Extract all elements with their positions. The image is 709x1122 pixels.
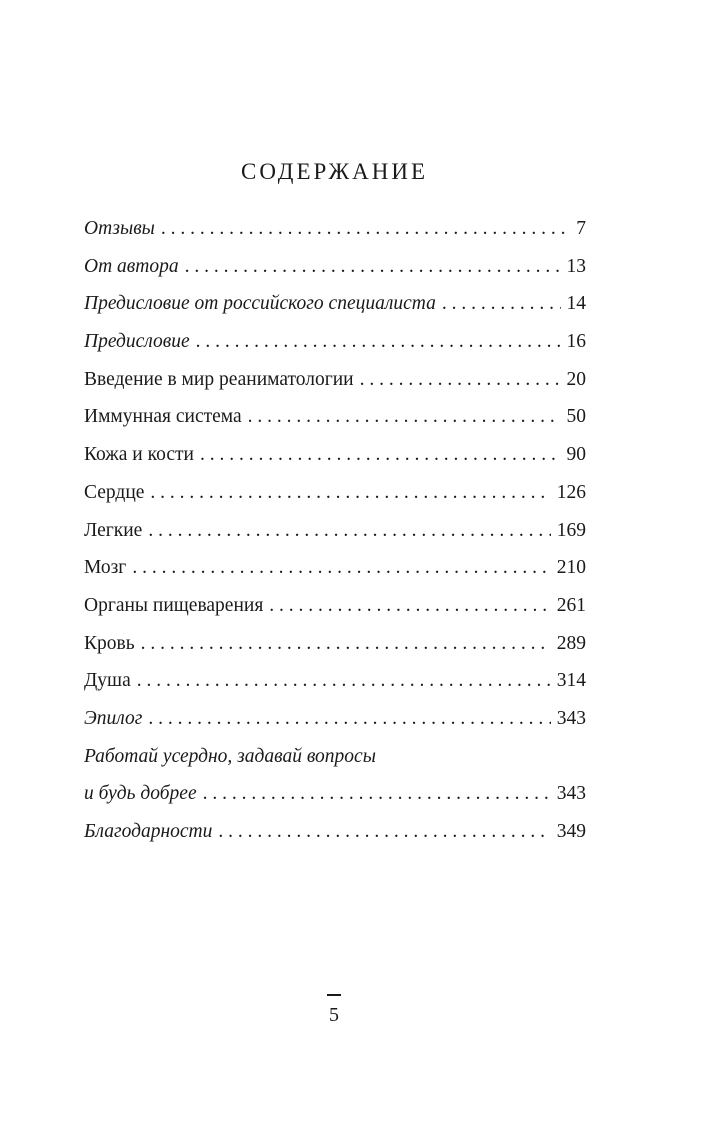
toc-entry xyxy=(84,738,586,776)
toc-entry-page: 349 xyxy=(556,821,586,842)
toc-entry xyxy=(84,323,586,361)
toc-entry xyxy=(84,587,586,625)
toc-entry xyxy=(84,285,586,323)
toc-entry-label: Мозг xyxy=(84,557,127,579)
dot-leader xyxy=(148,700,550,738)
toc-entry xyxy=(84,625,586,663)
dot-leader xyxy=(360,361,561,399)
toc-entry-page: 14 xyxy=(566,293,586,315)
toc-entry-label: Благодарности xyxy=(84,821,213,842)
toc-entry-page: 261 xyxy=(556,594,586,616)
toc-entry-label: Кровь xyxy=(84,632,135,654)
toc-entry-page: 210 xyxy=(556,557,586,579)
dot-leader xyxy=(148,512,550,550)
toc-entry xyxy=(84,775,586,813)
table-of-contents xyxy=(84,210,586,851)
toc-entry-label: Предисловие xyxy=(84,331,190,353)
toc-entry-label: Введение в мир реаниматологии xyxy=(84,368,354,390)
toc-entry-page: 343 xyxy=(556,707,586,729)
toc-entry xyxy=(84,361,586,399)
page-title: СОДЕРЖАНИЕ xyxy=(240,159,428,185)
toc-entry-page: 289 xyxy=(556,632,586,654)
toc-entry-label: Душа xyxy=(84,670,131,692)
toc-entry-page: 20 xyxy=(566,368,586,390)
dot-leader xyxy=(442,285,561,323)
toc-entry-page: 90 xyxy=(566,444,586,466)
toc-entry-page: 16 xyxy=(566,331,586,353)
toc-entry-page: 126 xyxy=(556,481,586,503)
toc-entry-page: 314 xyxy=(556,670,586,692)
dot-leader xyxy=(248,398,561,436)
toc-entry-page: 13 xyxy=(566,255,586,277)
toc-entry-label: Эпилог xyxy=(84,707,143,729)
toc-entry-label: Работай усердно, задавай вопросы xyxy=(84,745,376,767)
dot-leader xyxy=(132,549,550,587)
toc-entry-label: Отзывы xyxy=(84,218,155,239)
toc-entry-page: 169 xyxy=(556,519,586,541)
toc-entry-label: От автора xyxy=(84,255,179,277)
folio-rule xyxy=(327,994,341,996)
toc-entry xyxy=(84,248,586,286)
toc-entry-label: Кожа и кости xyxy=(84,444,194,466)
toc-entry xyxy=(84,210,586,248)
toc-entry-page: 343 xyxy=(556,783,586,805)
toc-entry xyxy=(84,549,586,587)
toc-entry-label: Легкие xyxy=(84,519,143,541)
toc-entry xyxy=(84,662,586,700)
toc-entry xyxy=(84,512,586,550)
dot-leader xyxy=(203,775,551,813)
toc-entry xyxy=(84,436,586,474)
toc-entry-label: Органы пищеварения xyxy=(84,594,264,616)
toc-entry xyxy=(84,398,586,436)
dot-leader xyxy=(137,662,551,700)
toc-entry xyxy=(84,700,586,738)
dot-leader xyxy=(200,436,561,474)
dot-leader xyxy=(150,474,550,512)
toc-entry-label: Предисловие от российского специалиста xyxy=(84,293,436,315)
toc-entry-label: Сердце xyxy=(84,481,145,503)
dot-leader xyxy=(218,813,550,851)
dot-leader xyxy=(185,248,561,286)
toc-entry-label: и будь добрее xyxy=(84,783,197,805)
dot-leader xyxy=(269,587,550,625)
toc-entry xyxy=(84,813,586,851)
toc-entry-page: 50 xyxy=(566,406,586,428)
dot-leader xyxy=(141,625,551,663)
page-number: 5 xyxy=(329,1004,339,1026)
toc-entry-page: 7 xyxy=(576,218,586,239)
toc-entry-label: Иммунная система xyxy=(84,406,242,428)
dot-leader xyxy=(196,323,561,361)
toc-entry xyxy=(84,474,586,512)
dot-leader xyxy=(161,210,570,248)
